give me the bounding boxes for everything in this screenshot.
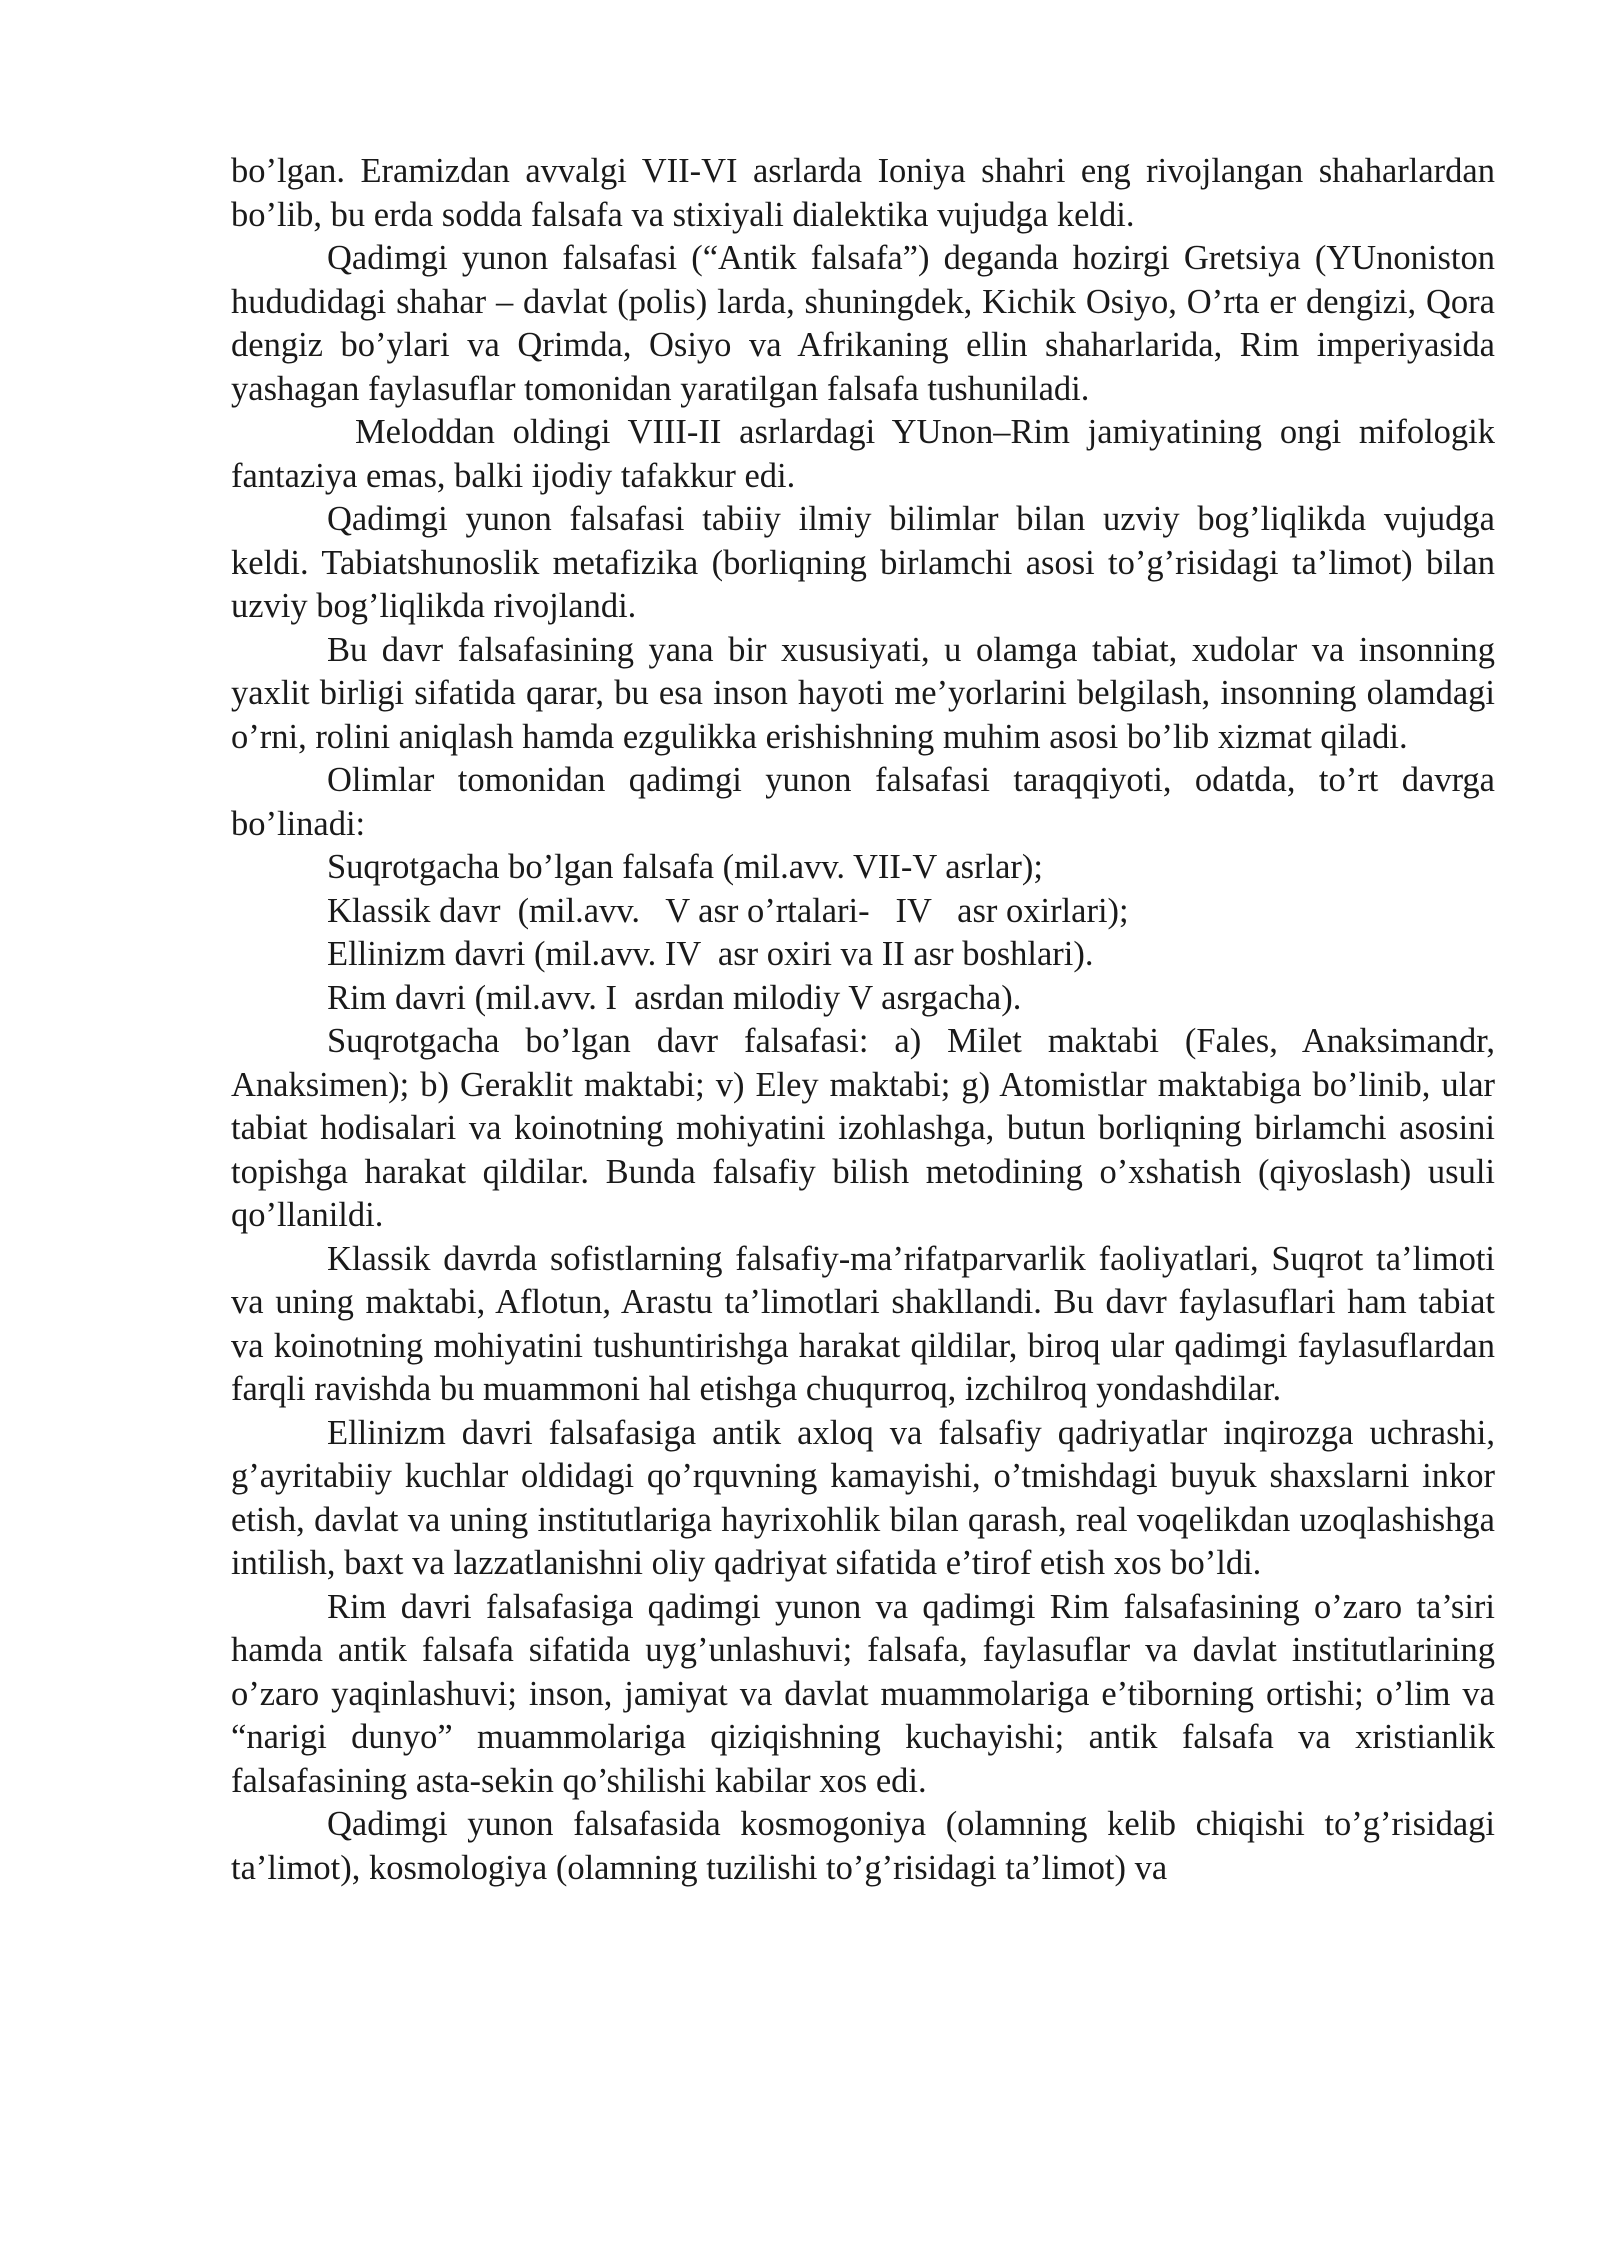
list-item-period-3: Ellinizm davri (mil.avv. IV asr oxiri va II asr boshlari).	[327, 935, 1094, 973]
paragraph-ellinizm: Ellinizm davri falsafasiga antik axloq va falsafiy qadriyatlar inqirozga uchrashi, g’ayritabiiy kuchlar oldidagi qo’rquvning kamayishi, o’tmishdagi buyuk shaxslarni inkor etish, davlat va uning institutlariga hayrixohlik bilan qarash, real voqelikdan uzoqlashishga intilish, baxt va lazzatlanishni oliy qadriyat sifatida e’tirof etish xos bo’ldi.	[231, 1413, 1495, 1582]
paragraph-kosmogoniya: Qadimgi yunon falsafasida kosmogoniya (olamning kelib chiqishi to’g’risidagi ta’limot), kosmologiya (olamning tuzilishi to’g’risidagi ta’limot) va	[231, 1805, 1495, 1887]
paragraph-yunon-rim-ongi: Meloddan oldingi VIII-II asrlardagi YUnon–Rim jamiyatining ongi mifologik fantaziya emas, balki ijodiy tafakkur edi.	[231, 413, 1495, 495]
paragraph-rim-davri: Rim davri falsafasiga qadimgi yunon va qadimgi Rim falsafasining o’zaro ta’siri hamda antik falsafa sifatida uyg’unlashuvi; falsafa, faylasuflar va davlat institutlarining o’zaro yaqinlashuvi; inson, jamiyat va davlat muammolariga e’tiborning ortishi; o’lim va “narigi dunyo” muammolariga qiziqishning kuchayishi; antik falsafa va xristianlik falsafasining asta-sekin qo’shilishi kabilar xos edi.	[231, 1587, 1495, 1800]
paragraph-suqrotgacha: Suqrotgacha bo’lgan davr falsafasi: a) Milet maktabi (Fales, Anaksimandr, Anaksimen); b) Geraklit maktabi; v) Eley maktabi; g) Atomistlar maktabiga bo’linib, ular tabiat hodisalari va koinotning mohiyatini izohlashga, butun borliqning birlamchi asosini topishga harakat qildilar. Bunda falsafiy bilish metodining o’xshatish (qiyoslash) usuli qo’llanildi.	[231, 1022, 1495, 1234]
paragraph-klassik-davr: Klassik davrda sofistlarning falsafiy-ma’rifatparvarlik faoliyatlari, Suqrot ta’limoti va uning maktabi, Aflotun, Arastu ta’limotlari shakllandi. Bu davr faylasuflari ham tabiat va koinotning mohiyatini tushuntirishga harakat qildilar, biroq ular qadimgi faylasuflardan farqli ravishda bu muammoni hal etishga chuqurroq, izchilroq yondashdilar.	[231, 1239, 1495, 1408]
list-item-period-4: Rim davri (mil.avv. I asrdan milodiy V asrgacha).	[327, 978, 1022, 1017]
paragraph-tabiiy-bilimlar: Qadimgi yunon falsafasi tabiiy ilmiy bilimlar bilan uzviy bog’liqlikda vujudga keldi. Tabiatshunoslik metafizika (borliqning birlamchi asosi to’g’risidagi ta’limot) bilan uzviy bog’liqlikda rivojlandi.	[231, 500, 1495, 625]
document-body	[231, 150, 1495, 1890]
paragraph-continuation: bo’lgan. Eramizdan avvalgi VII-VI asrlarda Ioniya shahri eng rivojlangan shaharlardan bo’lib, bu erda sodda falsafa va stixiyali dialektika vujudga keldi.	[231, 152, 1495, 234]
paragraph-xususiyat: Bu davr falsafasining yana bir xususiyati, u olamga tabiat, xudolar va insonning yaxlit birligi sifatida qarar, bu esa inson hayoti me’yorlarini belgilash, insonning olamdagi o’rni, rolini aniqlash hamda ezgulikka erishishning muhim asosi bo’lib xizmat qiladi.	[231, 630, 1495, 756]
paragraph-antik-falsafa-definition: Qadimgi yunon falsafasi (“Antik falsafa”) deganda hozirgi Gretsiya (YUnoniston hududidagi shahar – davlat (polis) larda, shuningdek, Kichik Osiyo, O’rta er dengizi, Qora dengiz bo’ylari va Qrimda, Osiyo va Afrikaning ellin shaharlarida, Rim imperiyasida yashagan faylasuflar tomonidan yaratilgan falsafa tushuniladi.	[231, 239, 1495, 408]
list-item-period-2: Klassik davr (mil.avv. V asr o’rtalari- IV asr oxirlari);	[327, 891, 1129, 930]
paragraph-davrlar-intro: Olimlar tomonidan qadimgi yunon falsafasi taraqqiyoti, odatda, to’rt davrga bo’linadi:	[231, 761, 1495, 843]
list-item-period-1: Suqrotgacha bo’lgan falsafa (mil.avv. VII-V asrlar);	[327, 848, 1043, 886]
